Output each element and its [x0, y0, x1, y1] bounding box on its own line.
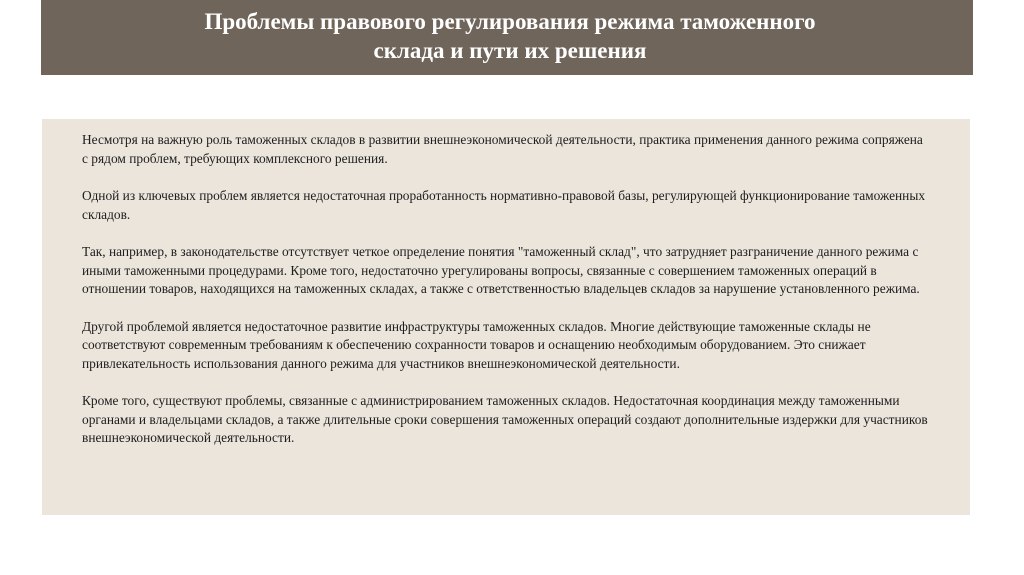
slide-title: Проблемы правового регулирования режима таможенного склада и пути их решения: [204, 9, 816, 63]
paragraph-5: Кроме того, существуют проблемы, связанные с администрированием таможенных складов. Недостаточная координация между таможенными органами и владельцами складов, а также длительные сроки совершения таможенных операций создают дополнительные издержки для участников внешнеэкономической деятельности.: [82, 393, 928, 445]
content-box: [42, 119, 970, 515]
paragraph-1: Несмотря на важную роль таможенных складов в развитии внешнеэкономической деятельности, практика применения данного режима сопряжена с рядом проблем, требующих комплексного решения.: [82, 132, 923, 166]
paragraph-3: Так, например, в законодательстве отсутствует четкое определение понятия "таможенный склад", что затрудняет разграничение данного режима с иными таможенными процедурами. Кроме того, недостаточно урегулированы вопросы, связанные с совершением таможенных операций в отношении товаров, находящихся на таможенных складах, а также с ответственностью владельцев складов за нарушение установленного режима.: [82, 244, 920, 296]
paragraph-4: Другой проблемой является недостаточное развитие инфраструктуры таможенных складов. Многие действующие таможенные склады не соответствуют современным требованиям к обеспечению сохранности товаров и оснащению необходимым оборудованием. Это снижает привлекательность использования данного режима для участников внешнеэкономической деятельности.: [82, 318, 871, 371]
paragraph-2: Одной из ключевых проблем является недостаточная проработанность нормативно-правовой базы, регулирующей функционирование таможенных складов.: [82, 188, 926, 222]
title-bar: [41, 0, 973, 75]
